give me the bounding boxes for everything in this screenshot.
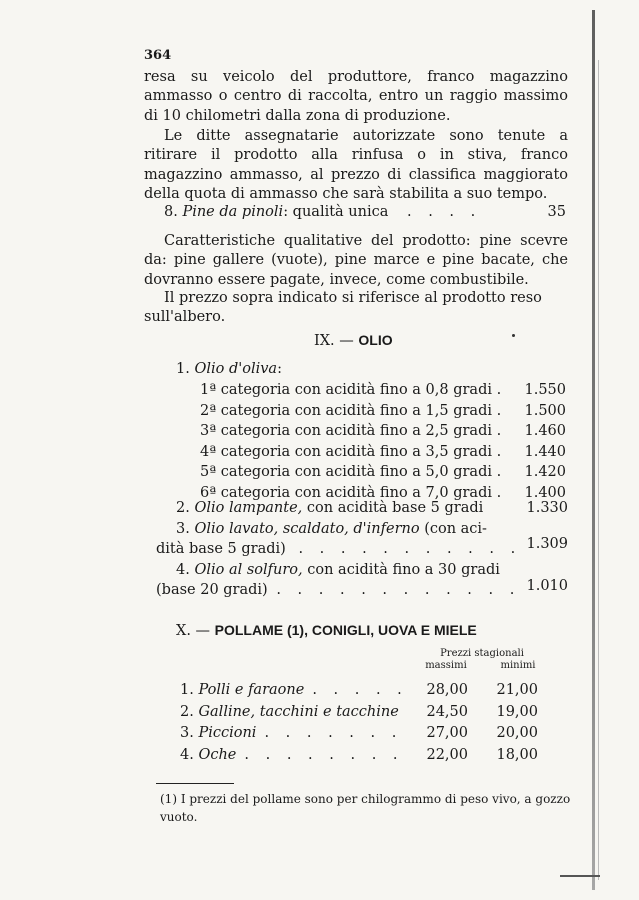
section-ix-numeral: IX. — [314,333,354,349]
oil-category-label: 6ª categoria con acidità fino a 7,0 gradi . [200,484,502,501]
paragraph-caratteristiche: Caratteristiche qualitative del prodotto: pine scevre da: pine gallere (vuote), pine marce e pine bacate, che dovranno essere pagate, invece, come combustibile. [144,233,568,288]
item-8-line [164,204,481,220]
item-3-price: 1.309 [526,536,568,552]
poultry-row [180,704,407,720]
item-2-name: Olio lampante, [194,500,303,516]
item-4-label: 4. [176,562,190,578]
item-3-dots: . . . . . . . . . . . [298,541,522,557]
oil-category-price: 1.460 [524,423,566,439]
poultry-row-name: Piccioni [198,725,257,741]
oil-category-price: 1.550 [524,382,566,398]
poultry-row-dots: . . . . . [312,682,408,698]
paragraph-prezzo: Il prezzo sopra indicato si riferisce al prodotto reso sull'albero. [144,290,542,326]
oil-category-price: 1.500 [524,402,566,419]
poultry-price-max: 22,00 [426,746,468,763]
footnote-rule [156,783,234,784]
section-ix-heading [314,332,393,349]
item-3-line [176,521,487,537]
footnote: (1) I prezzi del pollame sono per chilogrammo di peso vivo, a gozzo vuoto. [160,792,571,824]
column-header-min: minimi [500,660,536,671]
item-4-rest: con acidità fino a 30 gradi [307,562,500,578]
oil-category-label: 2ª categoria con acidità fino a 1,5 gradi . [200,402,502,419]
oil-category-price: 1.420 [524,464,566,480]
poultry-row-name: Galline, tacchini e tacchine [198,703,399,720]
item-2-price: 1.330 [526,500,568,516]
poultry-row [180,725,402,741]
item-8-rest: : qualità unica [283,204,389,220]
poultry-row-number: 1. [180,682,194,698]
item-8-label: 8. [164,204,178,220]
olio-oliva-line [176,361,282,377]
olio-oliva-name: Olio d'oliva [194,361,278,377]
oil-category-label: 1ª categoria con acidità fino a 0,8 gradi . [200,382,502,398]
page-edge-line [598,60,599,880]
poultry-row [180,747,404,763]
poultry-price-max: 24,50 [426,703,468,720]
item-2-rest: con acidità base 5 gradi [306,500,484,516]
item-3-line2-text: dità base 5 gradi) [156,541,286,557]
poultry-row [180,682,408,698]
poultry-price-max: 27,00 [426,725,468,741]
poultry-price-min: 19,00 [496,703,538,720]
oil-category-label: 5ª categoria con acidità fino a 5,0 gradi . [200,464,502,480]
stray-mark [512,334,515,337]
olio-oliva-label: 1. [176,361,190,377]
paragraph-resa: resa su veicolo del produttore, franco magazzino ammasso o centro di raccolta, entro un raggio massimo di 10 chilometri dalla zona di produzione. [144,69,568,124]
poultry-row-dots: . . . . . . . [264,725,403,741]
item-2-label: 2. [176,500,190,516]
oil-category-price: 1.400 [524,484,566,501]
page-edge-shadow [592,10,595,890]
oil-category-label: 4ª categoria con acidità fino a 3,5 gradi . [200,443,502,460]
item-3-line-2 [156,541,521,557]
item-4-line2-text: (base 20 gradi) [156,582,268,598]
item-2-line [176,500,483,516]
column-header-top: Prezzi stagionali [440,648,524,659]
item-3-name: Olio lavato, scaldato, d'inferno [194,521,420,537]
item-8-dots: . . . . [407,204,482,220]
oil-category-label: 3ª categoria con acidità fino a 2,5 gradi . [200,423,502,439]
poultry-price-min: 20,00 [496,725,538,741]
section-x-title: POLLAME (1), CONIGLI, UOVA E MIELE [214,622,477,638]
item-8-price: 35 [547,204,566,220]
poultry-row-number: 4. [180,746,194,763]
paragraph-ditte: Le ditte assegnatarie autorizzate sono tenute a ritirare il prodotto alla rinfusa o in stiva, franco magazzino ammasso, al prezzo di classifica maggiorato della quota di ammasso che sarà stabilita a suo tempo. [144,128,568,202]
poultry-price-min: 21,00 [496,682,538,698]
poultry-row-dots: . . . . . . . . [244,746,404,763]
poultry-row-number: 3. [180,725,194,741]
column-header-max: massimi [425,660,467,671]
item-4-line [176,562,500,578]
section-x-heading [176,622,477,639]
page-number: 364 [144,48,172,63]
item-4-line-2 [156,582,520,598]
item-3-label: 3. [176,521,190,537]
item-3-rest: (con aci- [424,521,487,537]
item-4-dots: . . . . . . . . . . . . [276,582,521,598]
page-corner-mark [560,875,600,877]
olio-oliva-colon: : [277,361,282,377]
section-x-numeral: X. — [176,623,211,639]
section-ix-title: OLIO [358,332,393,348]
oil-category-price: 1.440 [524,443,566,460]
poultry-row-number: 2. [180,703,194,720]
item-8-name: Pine da pinoli [182,204,284,220]
item-4-name: Olio al solfuro, [194,562,303,578]
poultry-row-name: Oche [198,746,237,763]
item-4-price: 1.010 [526,578,568,594]
poultry-price-max: 28,00 [426,682,468,698]
poultry-price-min: 18,00 [496,746,538,763]
poultry-row-name: Polli e faraone [198,682,305,698]
